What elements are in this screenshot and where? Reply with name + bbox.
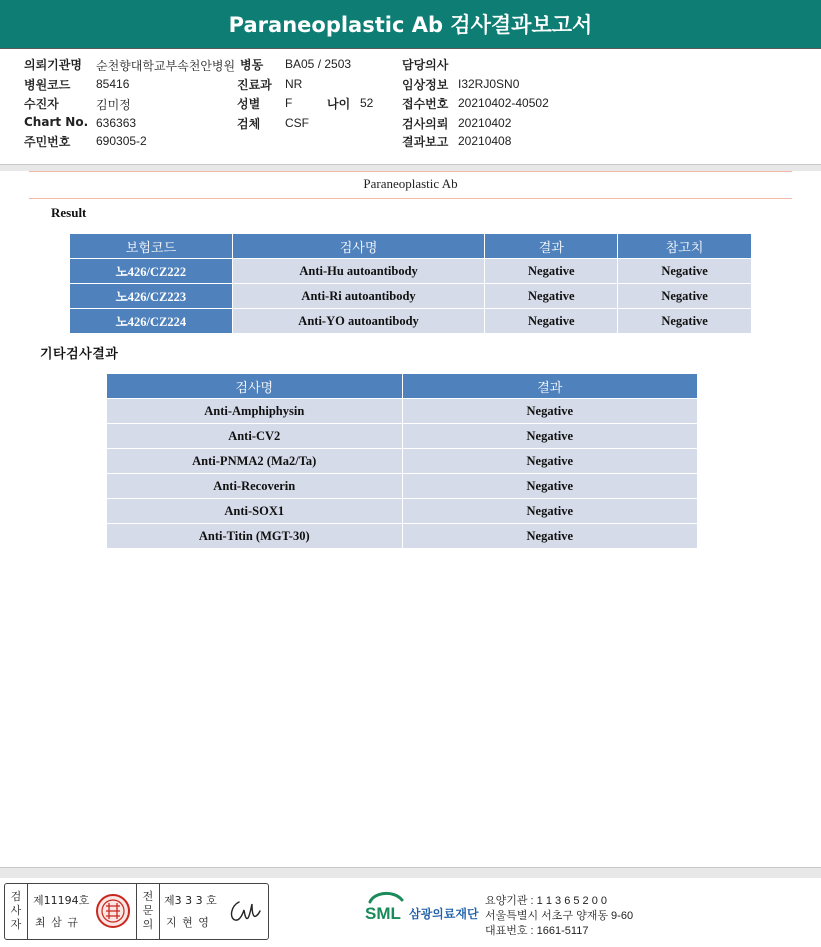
receipt-no-label: 접수번호 — [402, 97, 449, 111]
test-name: Anti-PNMA2 (Ma2/Ta) — [107, 449, 403, 474]
header-result: 결과 — [402, 374, 697, 399]
test-result: Negative — [402, 524, 697, 549]
table-row — [107, 474, 698, 499]
examiner-label-cell — [5, 884, 28, 939]
result-table — [69, 233, 752, 334]
chart-no-label: Chart No. — [24, 115, 89, 129]
table-row — [70, 284, 752, 309]
header-result: 결과 — [485, 234, 618, 259]
org-phone: 대표번호 : 1661-5117 — [485, 925, 589, 937]
specialist-label: 전문의 — [142, 890, 154, 931]
seal-icon — [95, 893, 131, 929]
resident-no-label: 주민번호 — [24, 135, 71, 149]
test-name: Anti-SOX1 — [107, 499, 403, 524]
test-result: Negative — [402, 424, 697, 449]
sex-label: 성별 — [237, 97, 261, 111]
signature-box — [4, 883, 269, 940]
specimen-label: 검체 — [237, 117, 261, 131]
table-row — [107, 424, 698, 449]
test-name: Anti-Titin (MGT-30) — [107, 524, 403, 549]
test-name: Anti-Amphiphysin — [107, 399, 403, 424]
reference-value: Negative — [618, 259, 752, 284]
result-table-header — [70, 234, 752, 259]
insurance-code: 노426/CZ224 — [70, 309, 233, 334]
ward-value: BA05 / 2503 — [285, 57, 352, 71]
other-results-label: 기타검사결과 — [40, 347, 119, 362]
table-row — [107, 399, 698, 424]
report-title: Paraneoplastic Ab 검사결과보고서 — [0, 0, 821, 49]
test-name: Anti-YO autoantibody — [232, 309, 485, 334]
test-result: Negative — [485, 309, 618, 334]
request-date-label: 검사의뢰 — [402, 117, 449, 131]
request-date-value: 20210402 — [458, 116, 512, 130]
receipt-no-value: 20210402-40502 — [458, 96, 549, 110]
test-result: Negative — [485, 284, 618, 309]
examiner-license: 제11194호 — [33, 894, 90, 907]
test-name: Anti-Hu autoantibody — [232, 259, 485, 284]
footer-separator — [0, 867, 821, 878]
doctor-label: 담당의사 — [402, 58, 449, 72]
table-row — [107, 524, 698, 549]
test-result: Negative — [485, 259, 618, 284]
report-date-label: 결과보고 — [402, 135, 449, 149]
specialist-label-cell — [136, 884, 160, 939]
recipient-value: 김미정 — [96, 98, 131, 112]
specimen-value: CSF — [285, 116, 309, 130]
specialist-name: 지 현 영 — [166, 916, 210, 929]
test-result: Negative — [402, 474, 697, 499]
test-result: Negative — [402, 449, 697, 474]
table-row — [70, 309, 752, 334]
section-rule-top — [29, 171, 792, 172]
org-code: 요양기관 : 1 1 3 6 5 2 0 0 — [485, 895, 608, 907]
hospital-code-value: 85416 — [96, 77, 130, 91]
table-row — [107, 499, 698, 524]
header-test-name: 검사명 — [107, 374, 403, 399]
insurance-code: 노426/CZ223 — [70, 284, 233, 309]
clinical-info-label: 임상정보 — [402, 78, 449, 92]
header-insurance-code: 보험코드 — [70, 234, 233, 259]
header-test-name: 검사명 — [232, 234, 485, 259]
examiner-label: 검사자 — [10, 890, 22, 931]
org-address: 서울특별시 서초구 양재동 9-60 — [485, 910, 634, 922]
hospital-code-label: 병원코드 — [24, 78, 71, 92]
sml-logo-icon — [364, 888, 408, 928]
org-name: 삼광의료재단 — [409, 907, 479, 921]
examiner-name: 최 삼 규 — [35, 916, 79, 929]
clinical-info-value: I32RJ0SN0 — [458, 77, 520, 91]
age-value: 52 — [360, 96, 374, 110]
request-institution-value: 순천향대학교부속천안병원 — [96, 59, 236, 73]
result-label: Result — [51, 205, 87, 220]
department-label: 진료과 — [237, 78, 272, 92]
chart-no-value: 636363 — [96, 116, 137, 130]
insurance-code: 노426/CZ222 — [70, 259, 233, 284]
test-name: Anti-CV2 — [107, 424, 403, 449]
resident-no-value: 690305-2 — [96, 134, 147, 148]
test-name: Anti-Recoverin — [107, 474, 403, 499]
section-rule-bottom — [29, 198, 792, 199]
request-institution-label: 의뢰기관명 — [24, 58, 82, 72]
department-value: NR — [285, 77, 303, 91]
header-separator — [0, 164, 821, 171]
test-name: Anti-Ri autoantibody — [232, 284, 485, 309]
signature-icon — [225, 896, 263, 926]
table-row — [70, 259, 752, 284]
ward-label: 병동 — [240, 58, 264, 72]
report-date-value: 20210408 — [458, 134, 512, 148]
age-label: 나이 — [327, 97, 351, 111]
recipient-label: 수진자 — [24, 97, 59, 111]
other-table-header — [107, 374, 698, 399]
svg-text:SML: SML — [365, 904, 401, 923]
reference-value: Negative — [618, 309, 752, 334]
specialist-license: 제3 3 3 호 — [164, 894, 217, 907]
reference-value: Negative — [618, 284, 752, 309]
sex-value: F — [285, 96, 293, 110]
patient-info — [0, 0, 821, 160]
other-results-table — [106, 373, 698, 549]
section-title: Paraneoplastic Ab — [363, 176, 458, 191]
table-row — [107, 449, 698, 474]
test-result: Negative — [402, 399, 697, 424]
test-result: Negative — [402, 499, 697, 524]
header-reference: 참고치 — [618, 234, 752, 259]
